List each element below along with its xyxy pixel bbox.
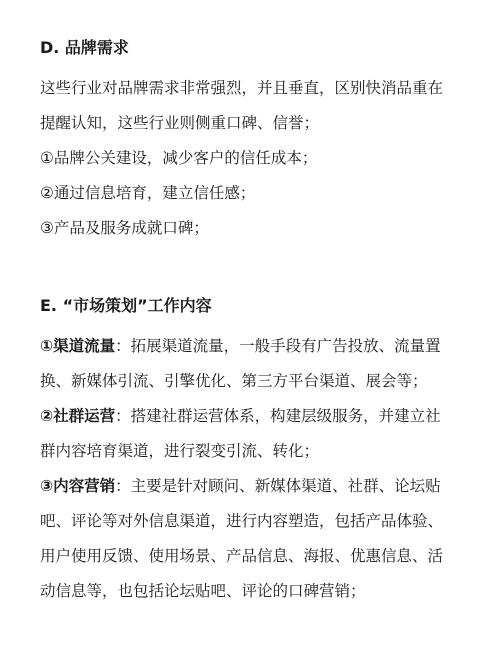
- section-e-heading: E. “市场策划”工作内容: [40, 296, 212, 315]
- text-line: [40, 329, 460, 364]
- section-e-item-1: [40, 329, 460, 399]
- section-e-item-2: [40, 399, 460, 469]
- item-text: ：搭建社群运营体系，构建层级服务，并建立社: [115, 407, 441, 425]
- text-line: 群内容培育渠道，进行裂变引流、转化；: [40, 442, 320, 460]
- text-line: [40, 469, 460, 504]
- section-d-item-3: [40, 211, 460, 246]
- item-term: ①渠道流量: [40, 337, 116, 355]
- text-line: ③产品及服务成就口碑；: [40, 219, 209, 237]
- item-text: ：主要是针对顾问、新媒体渠道、社群、论坛贴: [115, 477, 441, 495]
- text-line: 这些行业对品牌需求非常强烈，并且垂直，区别快消品重在: [40, 79, 444, 97]
- text-line: 用户使用反馈、使用场景、产品信息、海报、优惠信息、活: [40, 547, 444, 565]
- item-text: ：拓展渠道流量，一般手段有广告投放、流量置: [115, 337, 441, 355]
- section-d-item-2: [40, 176, 460, 211]
- item-term: ②社群运营: [40, 407, 116, 425]
- section-e-item-3: [40, 469, 460, 609]
- text-line: ②通过信息培育，建立信任感；: [40, 184, 256, 202]
- item-term: ③内容营销: [40, 477, 116, 495]
- text-line: 提醒认知，这些行业则侧重口碑、信誉；: [40, 114, 320, 132]
- text-line: [40, 399, 460, 434]
- text-line: ①品牌公关建设，减少客户的信任成本；: [40, 149, 318, 167]
- text-line: 动信息等，也包括论坛贴吧、评论的口碑营销；: [40, 582, 366, 600]
- text-line: 吧、评论等对外信息渠道，进行内容塑造，包括产品体验、: [40, 512, 444, 530]
- section-d-item-1: [40, 141, 460, 176]
- section-d-heading: D. 品牌需求: [40, 38, 129, 57]
- text-line: 换、新媒体引流、引擎优化、第三方平台渠道、展会等；: [40, 372, 428, 390]
- section-d-intro: [40, 71, 460, 141]
